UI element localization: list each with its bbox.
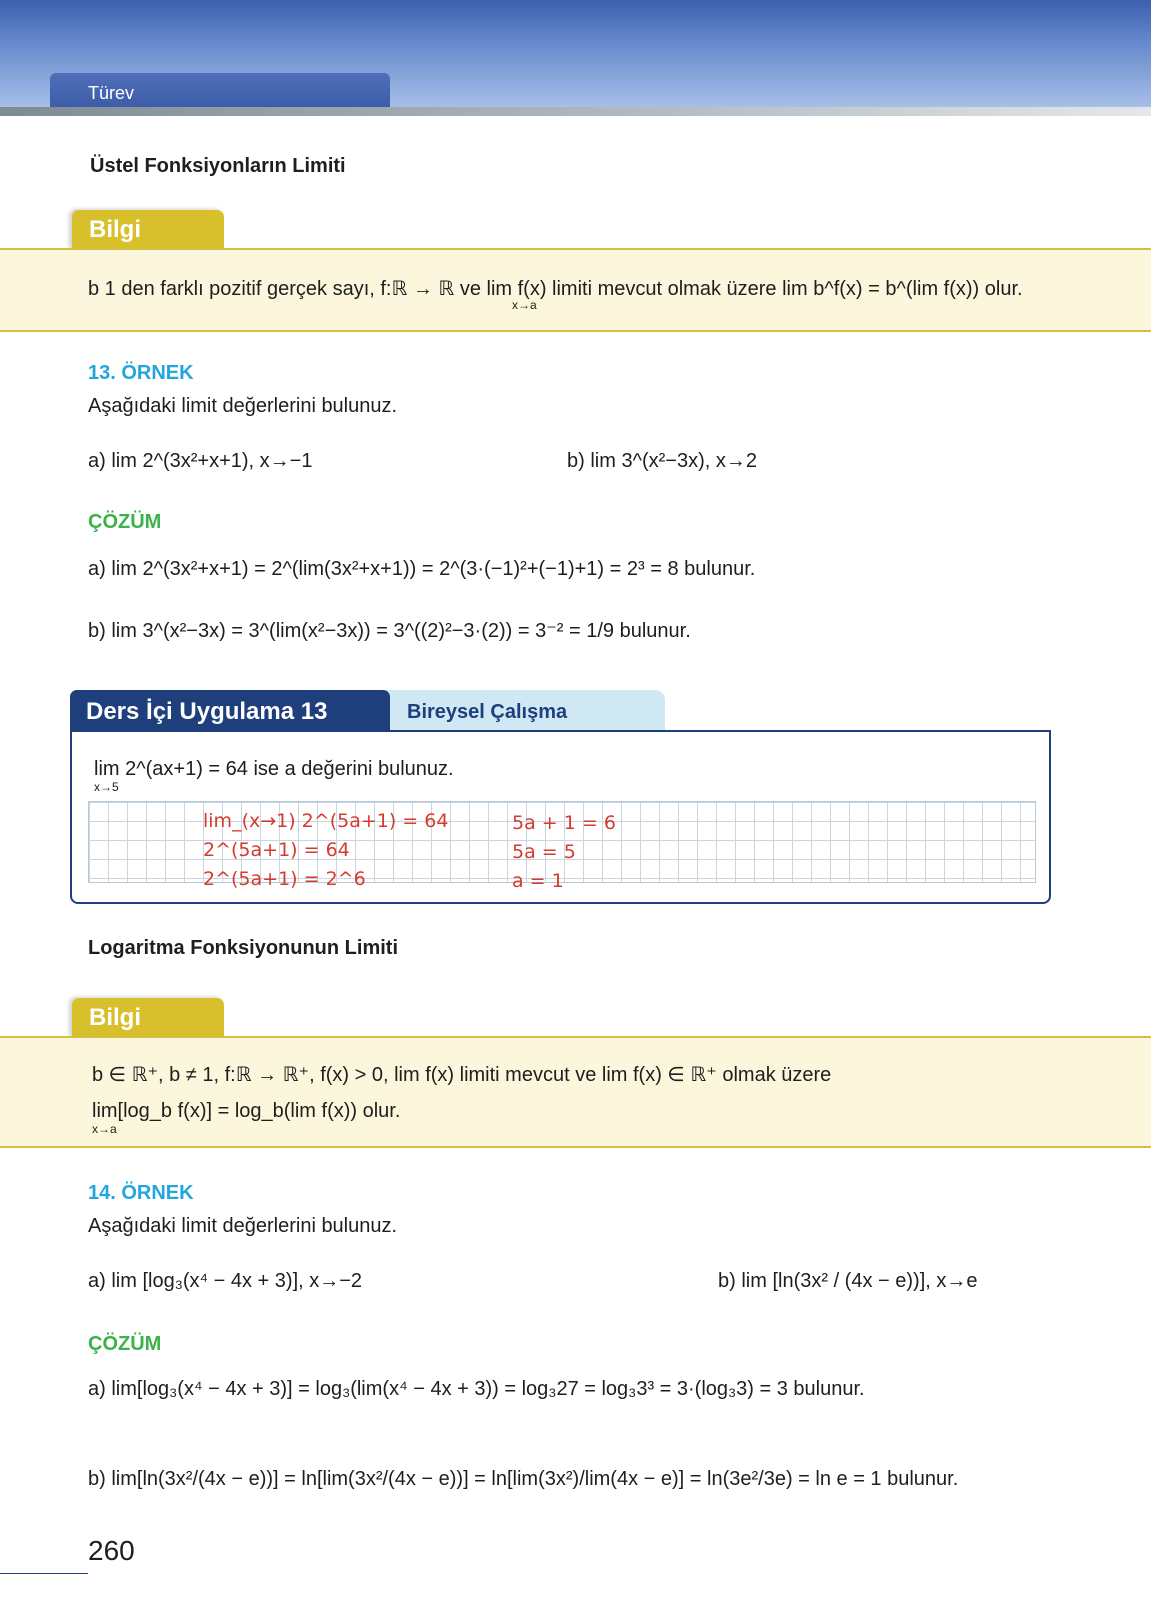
example-14-b: b) lim [ln(3x² / (4x − e))], x→e — [718, 1270, 978, 1292]
bilgi-tab-2: Bilgi — [72, 998, 224, 1038]
bilgi-line-2: lim[log_b f(x)] = log_b(lim f(x)) olur. — [92, 1100, 401, 1122]
example-14-a: a) lim [log₃(x⁴ − 4x + 3)], x→−2 — [88, 1270, 363, 1292]
solution-14-a: a) lim[log₃(x⁴ − 4x + 3)] = log₃(lim(x⁴ − 4x + 3)) = log₃27 = log₃3³ = 3·(log₃3) = 3 bulunur. — [88, 1378, 865, 1400]
example-13-b: b) lim 3^(x²−3x), x→2 — [567, 450, 757, 472]
ders-question: lim 2^(ax+1) = 64 ise a değerini bulunuz. — [94, 758, 454, 780]
ders-ici-tab: Ders İçi Uygulama 13 — [70, 690, 390, 732]
example-14-title: 14. ÖRNEK — [88, 1182, 194, 1204]
solution-14-label: ÇÖZÜM — [88, 1333, 162, 1355]
handwritten-line: 5a = 5 — [512, 841, 576, 863]
bilgi-sub-2: x→a — [92, 1122, 117, 1136]
handwritten-line: 5a + 1 = 6 — [512, 812, 616, 834]
handwritten-line: 2^(5a+1) = 64 — [203, 839, 350, 861]
example-13-prompt: Aşağıdaki limit değerlerini bulunuz. — [88, 395, 398, 417]
handwritten-line: a = 1 — [512, 870, 564, 892]
bilgi-tab-1: Bilgi — [72, 210, 224, 250]
bilgi-box-1 — [0, 248, 1151, 332]
handwritten-line: 2^(5a+1) = 2^6 — [203, 868, 366, 890]
individual-work-tab: Bireysel Çalışma — [385, 690, 665, 732]
header-divider — [0, 107, 1151, 116]
solution-14-b: b) lim[ln(3x²/(4x − e))] = ln[lim(3x²/(4x − e))] = ln[lim(3x²)/lim(4x − e)] = ln(3e²/3e) = ln e = 1 bulunur. — [88, 1468, 959, 1490]
bilgi-box-2 — [0, 1036, 1151, 1148]
bilgi-text-1: b 1 den farklı pozitif gerçek sayı, f:ℝ → ℝ ve lim f(x) limiti mevcut olmak üzere lim b^f(x) = b^(lim f(x)) olur. — [88, 278, 1023, 300]
bilgi-sub-1: x→a — [512, 298, 537, 312]
example-13-title: 13. ÖRNEK — [88, 362, 194, 384]
ders-question-sub: x→5 — [94, 780, 119, 794]
solution-13-label: ÇÖZÜM — [88, 511, 162, 533]
section-title-exponential: Üstel Fonksiyonların Limiti — [90, 155, 346, 177]
page-rule — [0, 1573, 88, 1574]
chapter-tab: Türev — [50, 73, 390, 112]
section-title-logarithm: Logaritma Fonksiyonunun Limiti — [88, 937, 398, 959]
solution-13-a: a) lim 2^(3x²+x+1) = 2^(lim(3x²+x+1)) = 2^(3·(−1)²+(−1)+1) = 2³ = 8 bulunur. — [88, 558, 756, 580]
example-13-a: a) lim 2^(3x²+x+1), x→−1 — [88, 450, 313, 472]
solution-13-b: b) lim 3^(x²−3x) = 3^(lim(x²−3x)) = 3^((2)²−3·(2)) = 3⁻² = 1/9 bulunur. — [88, 620, 691, 642]
handwritten-line: lim_(x→1) 2^(5a+1) = 64 — [203, 810, 449, 832]
page-number: 260 — [88, 1535, 135, 1566]
example-14-prompt: Aşağıdaki limit değerlerini bulunuz. — [88, 1215, 398, 1237]
bilgi-line-1: b ∈ ℝ⁺, b ≠ 1, f:ℝ → ℝ⁺, f(x) > 0, lim f(x) limiti mevcut ve lim f(x) ∈ ℝ⁺ olmak üzere — [92, 1064, 832, 1086]
